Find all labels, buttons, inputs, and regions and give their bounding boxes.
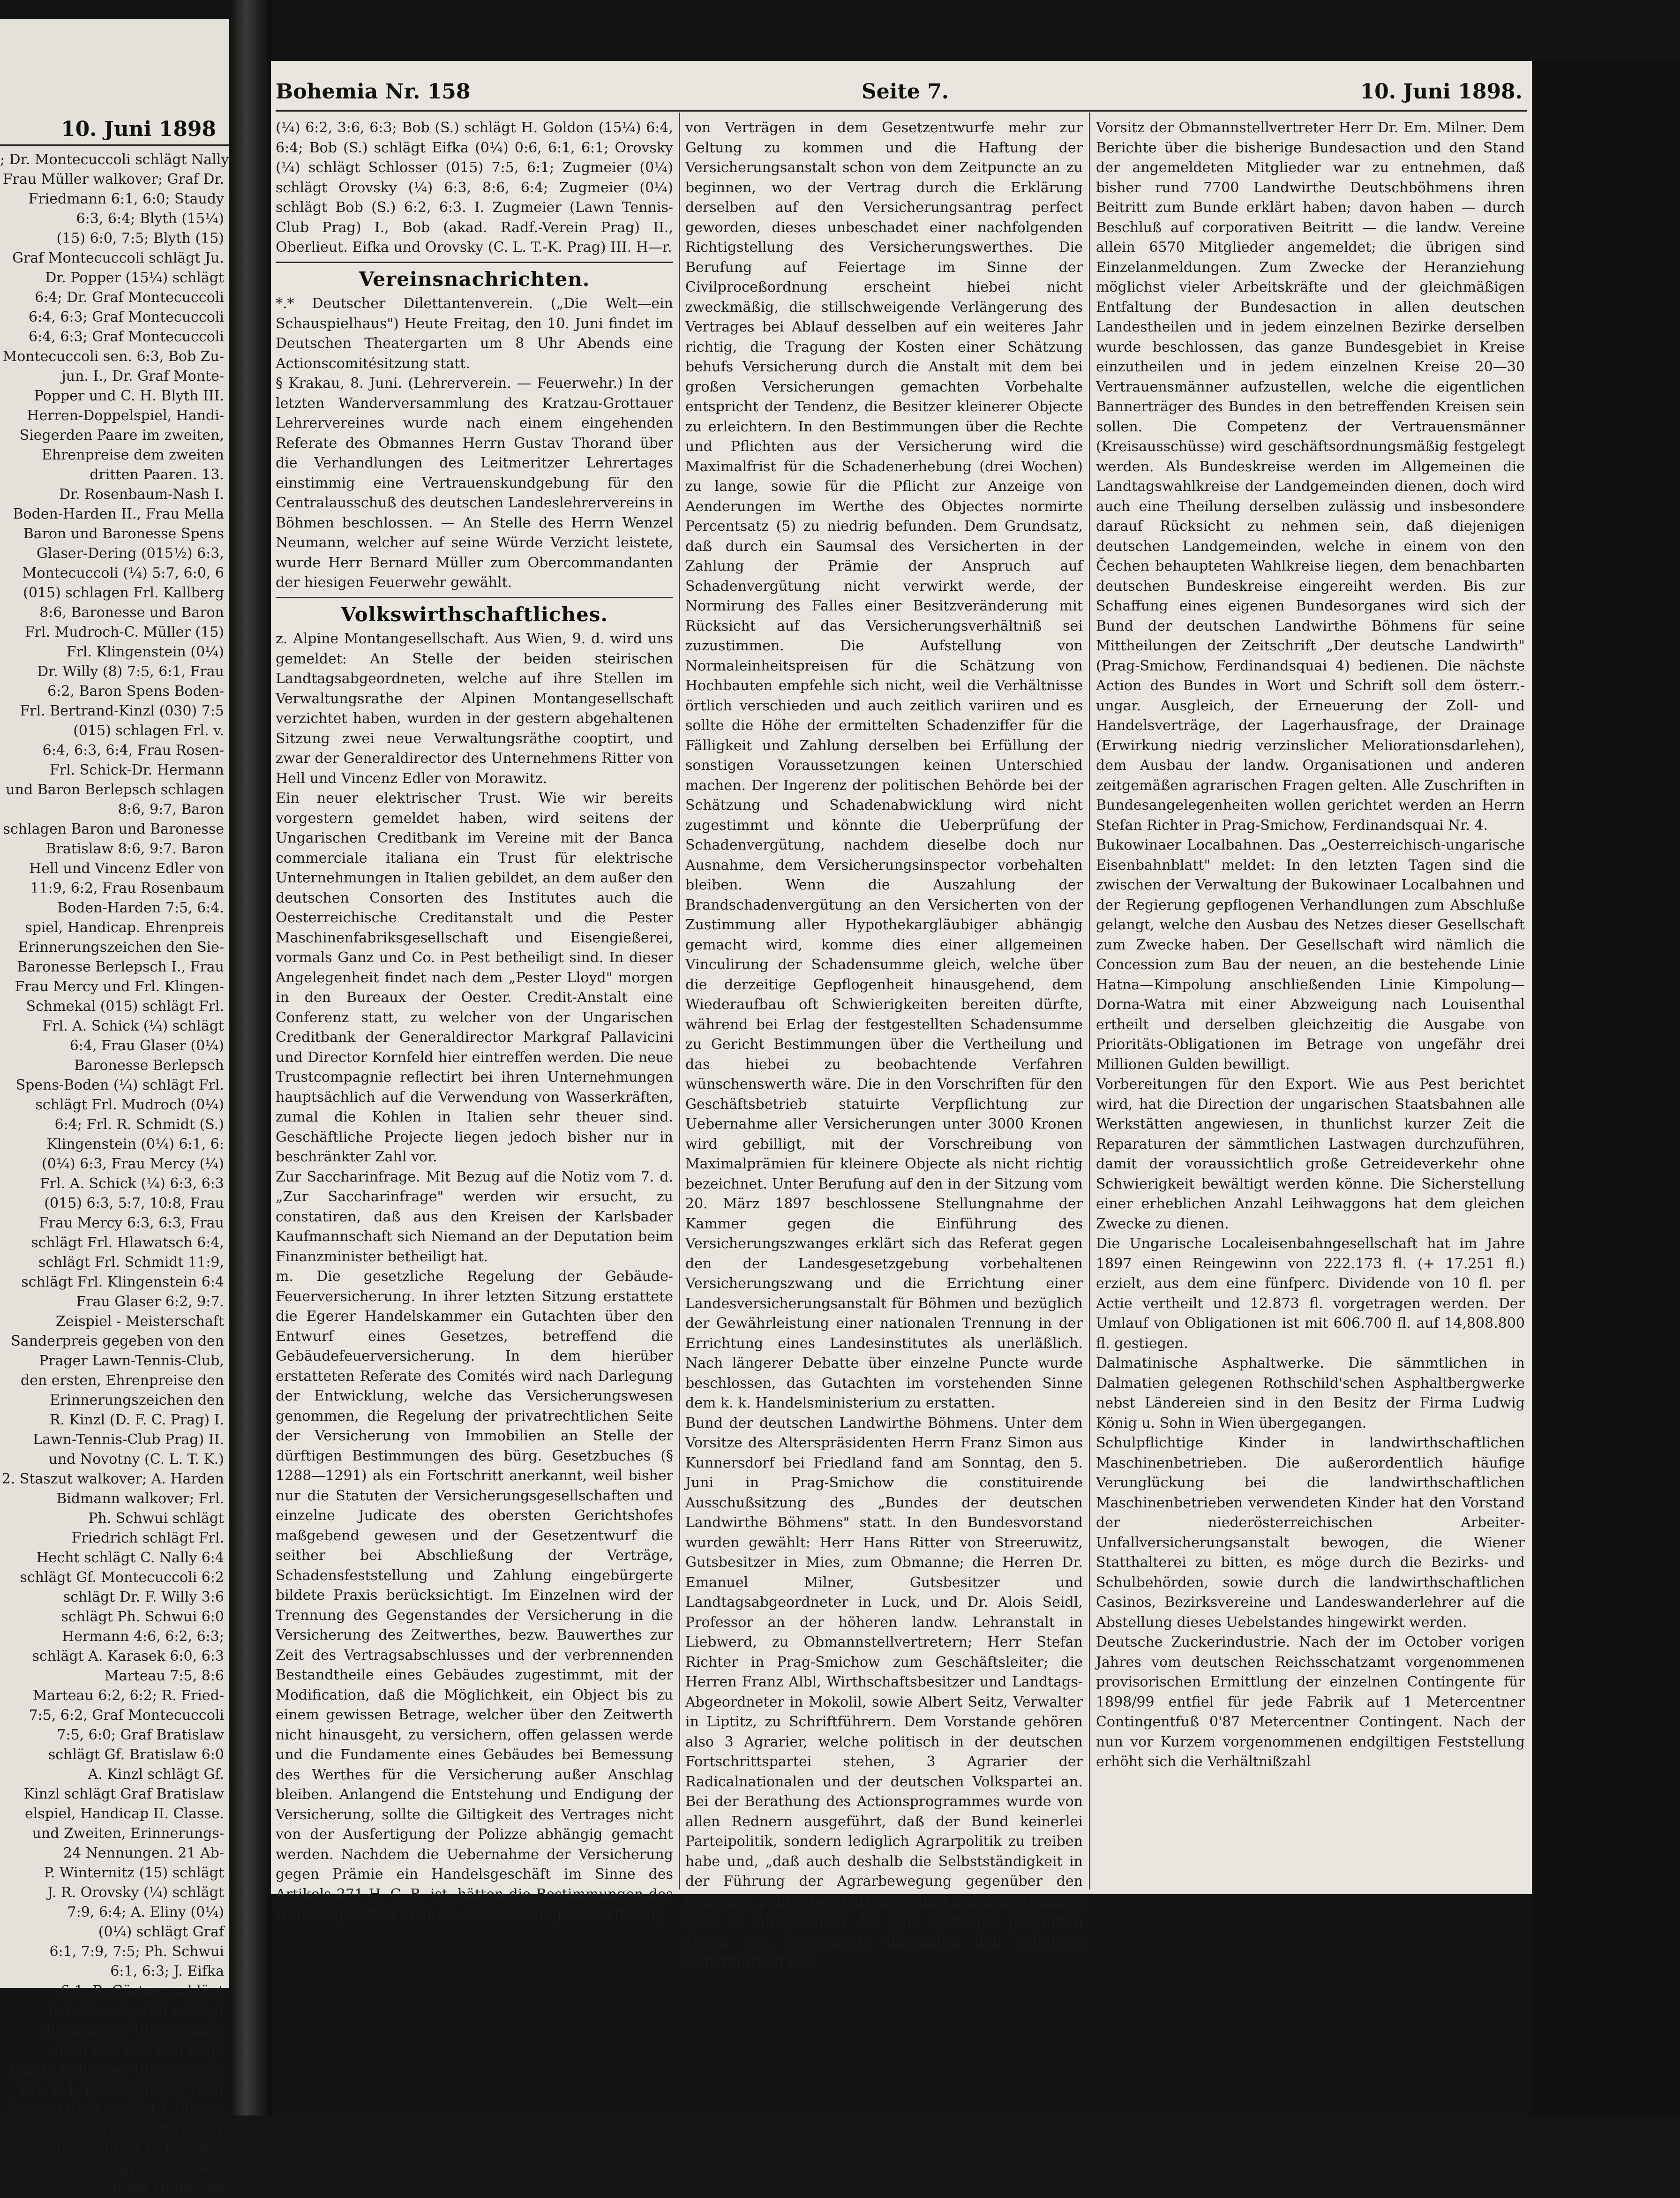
left-page-line: Bidmann walkover; Frl. [56,1490,224,1507]
article-alpine-montangesellschaft: z. Alpine Montangesellschaft. Aus Wien, 9. d. wird uns gemeldet: An Stelle der beiden steirischen Landtagsabgeordneten, welche auf ihre Stellen im Verwaltungsrathe der Alpinen Montangesellschaft verzichtet haben, wurden in der gestern abgehaltenen Sitzung zwei neue Verwaltungsräthe cooptirt, und zwar der Generaldirector des Unternehmens Ritter von Hell und Vincenz Edler von Morawitz. [276,631,673,787]
article-elektrischer-trust: Ein neuer elektrischer Trust. Wie wir bereits vorgestern gemeldet haben, wird seitens der Ungarischen Creditbank im Vereine mit der Banca commerciale italiana ein Trust für elektrische Unternehmungen in Italien gebildet, an dem außer den deutschen Consorten des Institutes auch die Oesterreichische Creditanstalt und die Pester Maschinenfabriksgesellschaft und Eisengießerei, vormals Ganz und Co. in Pest betheiligt sind. In dieser Angelegenheit findet nach dem „Pester Lloyd" morgen in den Bureaux der Oester. Credit-Anstalt eine Conferenz statt, zu welcher von der Ungarischen Creditbank der Generaldirector Markgraf Pallavicini und Director Kornfeld hier eintreffen werden. Die neue Trustcompagnie reflectirt bei ihren Unternehmungen hauptsächlich auf die Verwendung von Wasserkräften, zumal die Kohlen in Italien sehr theuer sind. Geschäftliche Projecte liegen jedoch bisher nur in beschränkter Zahl vor. [276,790,673,1165]
left-page-line: Hecht schlägt C. Nally 6:4 [36,1550,224,1566]
left-page-line: und Baron Berlepsch schlagen [6,782,224,798]
left-page-line: P. Zugmeier (0¼) schlägt [45,2022,224,2039]
left-page-line: schlagen Baron und Baronesse [3,821,224,837]
article-feuerversicherung-cont: von Verträgen in dem Gesetzentwurfe mehr zur Geltung zu kommen und die Haftung der Versicherungsanstalt schon von dem Zeitpuncte an zu beginnen, wo der Vertrag durch die Erklärung derselben auf den Versicherungsantrag perfect geworden, dieses unbeschadet einer nachfolgenden Richtigstellung des Versicherungswerthes. Die Berufung auf Feiertage im Sinne der Civilproceßordnung erscheint hiebei nicht zweckmäßig, die stillschweigende Verlängerung des Vertrages bei Ablauf desselben auf ein weiteres Jahr richtig, die Tragung der Kosten einer Schätzung behufs Versicherung durch die Anstalt mit dem bei großen Versicherungen gemachten Vorbehalte entspricht der Tendenz, die Besitzer kleinerer Objecte zu erleichtern. In den Bestimmungen über die Rechte und Pflichten aus der Versicherung wird die Maximalfrist für die Schadenerhebung (drei Wochen) zu lange, sowie für die Pflicht zur Anzeige von Aenderungen im Werthe des Objectes normirte Percentsatz (5) zu niedrig befunden. Dem Grundsatz, daß durch ein Saumsal des Versicherten in der Zahlung der Prämie der Anspruch auf Schadenvergütung nicht verwirkt werde, der Normirung des Falles einer Besitzveränderung mit Rücksicht auf das Versicherungsverhältniß sei zuzustimmen. Die Aufstellung von Normaleinheitspreisen für die Schätzung von Hochbauten empfehle sich nicht, weil die Verhältnisse örtlich verschieden und auch zeitlich variiren und es sollte die Höhe der ermittelten Schadenziffer für die Fälligkeit und Zahlung derselben bei Erfüllung der sonstigen Voraussetzungen keinen Unterschied machen. Der Ingerenz der politischen Behörde bei der Schätzung und Schadenabwicklung wird nicht zugestimmt und könnte die Ueberprüfung der Schadenvergütung, nachdem dieselbe doch nur Ausnahme, dem Versicherungsinspector vorbehalten bleiben. Wenn die Auszahlung der Brandschadenvergütung an den Versicherten von der Zustimmung aller Hypothekargläubiger abhängig gemacht wird, komme dies einer allgemeinen Vinculirung der Schadensumme gleich, welche über die derzeitige Gepflogenheit hinausgehend, dem Wiederaufbau oft Schwierigkeiten bereiten dürfte, während bei Erlag der festgestellten Schadensumme zu Gericht Bestimmungen über die Vertheilung und das hiebei zu beobachtende Verfahren wünschenswerth wäre. Die in den Vorschriften für den Geschäftsbetrieb statuirte Verpflichtung zur Uebernahme aller Versicherungen unter 3000 Kronen wird gebilligt, mit der Vorschreibung von Maximalprämien für kleinere Objecte als nicht richtig bezeichnet. Unter Berufung auf den in der Sitzung vom 20. März 1897 beschlossene Stellungnahme der Kammer gegen die Einführung des Versicherungszwanges erklärt sich das Referat gegen den der Landesgesetzgebung vorbehaltenen Versicherungszwang und die Errichtung einer Landesversicherungsanstalt für Böhmen und bezüglich der Gewährleistung einer nationalen Trennung in der Errichtung eines Landesinstitutes als unerläßlich. Nach längerer Debatte über einzelne Puncte wurde beschlossen, das Gutachten im vorstehenden Sinne dem k. k. Handelsministerium zu erstatten. [685,120,1083,1411]
left-page-line: jun. I., Dr. Graf Monte- [61,368,224,384]
left-page-line: 24 Nennungen. 21 Ab- [63,1845,224,1861]
left-page-line: Spens-Boden (¼) schlägt Frl. [15,1077,224,1093]
left-page-line: J. R. Orovsky (¼) schlägt [47,1884,224,1901]
section-rule [276,262,673,263]
left-page-line: Sanderpreis gegeben von den [11,1333,224,1349]
left-page-line: Baronesse Berlepsch [74,1057,224,1074]
left-page-line: Dr. Willy (8) 7:5, 6:1, Frau [37,663,224,680]
left-page-line: schlägt Hoffmann [97,2180,224,2196]
left-page-line: Schwui (0¼) schlägt J. Dlouhy [9,2101,224,2117]
heading-volkswirthschaftliches: Volkswirthschaftliches. [340,602,608,626]
left-page-line: und Novotny (C. L. T. K.) [48,1451,224,1468]
left-page-line: 11:9, 6:2, Frau Rosenbaum [30,880,224,896]
article-schulpflichtige-kinder: Schulpflichtige Kinder in landwirthschaftlichen Maschinenbetrieben. Die außerordentlich häufige Verunglückung bei die landwirthschaftlichen Maschinenbetrieben verwendeten Kinder hat den Vorstand der niederösterreichischen Arbeiter-Unfallversicherungsanstalt bewogen, die Wiener Statthalterei zu bitten, es möge durch die Bezirks- und Schulbehörden, sowie durch die landwirthschaftlichen Casinos, Bezirksvereine und Landeswanderlehrer auf die Abstellung dieses Uebelstandes hingewirkt werden. [1096,1435,1525,1631]
left-page-line: Boden-Harden II., Frau Mella [13,506,224,522]
left-page-line: Frau Mercy 6:3, 6:3, Frau [38,1215,224,1231]
left-page-line: (015) schlagen Frl. v. [73,723,224,739]
sport-results-tail: (¼) 6:2, 3:6, 6:3; Bob (S.) schlägt H. Goldon (15¼) 6:4, 6:4; Bob (S.) schlägt Eifka (0¼) 0:6, 6:1, 6:1; Orovsky (¼) schlägt Schlosser (015) 7:5, 6:1; Zugmeier (0¼) schlägt Orovsky (¼) 6:3, 8:6, 6:4; Zugmeier (0¼) schlägt Bob (S.) 6:2, 6:3. I. Zugmeier (Lawn Tennis-Club Prag) I., Bob (akad. Radf.-Verein Prag) II., Oberlieut. Eifka und Orovsky (C. L. T.-K. Prag) III. H—r. [276,120,673,256]
left-page-line: Ehrenpreise dem zweiten [41,447,224,463]
left-page-column [0,150,229,2198]
article-zuckerindustrie: Deutsche Zuckerindustrie. Nach der im October vorigen Jahres vom deutschen Reichsschatzamt vorgenommenen provisorischen Ermittlung der einzelnen Contingente für 1898/99 entfiel für jede Fabrik auf 1 Metercentner Contingentfuß 0'87 Metercentner Contingent. Nach der nun vor Kurzem vorgenommenen endgiltigen Feststellung erhöht sich die Verhältnißzahl [1096,1634,1525,1770]
left-page-line: 8:6, 9:7, Baron [118,801,224,818]
left-page-line: 7:5, 6:0; Graf Bratislaw [57,1727,224,1743]
left-page-line: Zeispiel - Meisterschaft [55,1313,224,1330]
left-page-line: 7:9, 6:4; A. Eliny (0¼) [67,1904,224,1920]
left-page-line: Friedrich schlägt Frl. [71,1530,224,1546]
left-page-line: schlägt Gf. Montecuccoli 6:2 [20,1569,224,1586]
book-gutter [229,0,271,2115]
column-1 [276,118,673,1925]
left-page-line: (0¼) 6:3, 6:2; Bob Zuge [54,2042,224,2058]
left-page-line: schlägt Frl. Hlawatsch 6:4, [31,1234,224,1251]
left-page-line: 6:1, 6:1; Bob Zugmeier (0¼) [21,2081,224,2098]
scanner-edge [1532,61,1680,2115]
left-page-line: Kinzl schlägt Graf Bratislaw [23,1786,224,1802]
left-page-line: 6:2; O. Schlosser (0¼) schlägt [9,2062,224,2078]
left-page-line: (0¼) schlägt Ph. Schwui [50,2160,224,2176]
left-page-line: 6:1, 7:9, 7:5; Ph. Schwui [49,1943,224,1960]
left-page-line: Erinnerungszeichen den Sie- [18,939,224,956]
left-page-line: schlägt Frl. Schmidt 11:9, [38,1254,224,1271]
article-bund-landwirthe: Bund der deutschen Landwirthe Böhmens. Unter dem Vorsitze des Alterspräsidenten Herrn Franz Simon aus Kunnersdorf bei Friedland fand am Sonntag, den 5. Juni in Prag-Smichow die constituirende Ausschußsitzung des „Bundes der deutschen Landwirthe Böhmens" statt. In den Bundesvorstand wurden gewählt: Herr Hans Ritter von Streeruwitz, Gutsbesitzer in Mies, zum Obmanne; die Herren Dr. Emanuel Milner, Gutsbesitzer und Landtagsabgeordneter in Luck, und Dr. Alois Seidl, Professor an der höheren landw. Lehranstalt in Liebwerd, zu Obmannstellvertretern; Herr Stefan Richter in Prag-Smichow zum Geschäftsleiter; die Herren Franz Albl, Wirthschaftsbesitzer und Landtags-Abgeordneter in Mokolil, sowie Albert Seitz, Verwalter in Liptitz, zu Schriftführern. Dem Vorstande gehören also 3 Agrarier, welche politisch in der deutschen Fortschrittspartei stehen, 3 Agrarier der Radicalnationalen und der deutschen Volkspartei an. Bei der Berathung des Actionsprogrammes wurde von allen Rednern ausgeführt, daß der Bund keinerlei Parteipolitik, sondern lediglich Agrarpolitik zu treiben habe und, „daß auch deshalb die Selbstständigkeit in der Führung der Agrarbewegung gegenüber den einzelnen politischen Parteien zum Ausdrucke kommen soll." In Abwesenheit des zum Obmanne gewählten Herrn von Streeruwitz übernahm den erfolgten Constituirung den [685,1415,1083,1969]
left-page-line: elspiel, Handicap II. Classe. [25,1806,224,1822]
left-page-line: Marteau 7:5, 8:6 [104,1668,224,1684]
left-page-line: Frl. Mudroch-C. Müller (15) [24,624,224,640]
left-page-line: (015) schlagen Frl. Kallberg [23,585,224,601]
article-dilettantenverein: *.* Deutscher Dilettantenverein. („Die Welt—ein Schauspielhaus") Heute Freitag, den 10. Juni findet im Deutschen Theatergarten um 8 Uhr Abends eine Actionscomitésitzung statt. [276,295,673,372]
article-bund-landwirthe-cont: Vorsitz der Obmannstellvertreter Herr Dr. Em. Milner. Dem Berichte über die bisherige Bundesaction und den Stand der angemeldeten Mitglieder war zu entnehmen, daß bisher rund 7700 Landwirthe Deutschböhmens ihren Beitritt zum Bunde erklärt haben; davon haben — durch Beschluß auf corporativen Beitritt — die landw. Vereine allein 6570 Mitglieder angemeldet; die übrigen sind Einzelanmeldungen. Zum Zwecke der Heranziehung möglichst vieler Arbeitskräfte und der gleichmäßigen Entfaltung der Bundesaction in allen deutschen Landestheilen und in jedem einzelnen Bezirke derselben wurde beschlossen, das ganze Bundesgebiet in Kreise einzutheilen und in jedem einzelnen Kreise 20—30 Vertrauensmänner aufzustellen, welche die eigentlichen Bannerträger des Bundes in den betreffenden Kreisen sein sollen. Die Competenz der Vertrauensmänner (Kreisausschüsse) wird geschäftsordnungsmäßig festgelegt werden. Als Bundeskreise werden im Allgemeinen die Landtagswahlkreise der Landgemeinden dienen, doch wird auch eine Theilung derselben zulässig und insbesondere darauf Rücksicht zu nehmen sein, daß diejenigen deutschen Landgemeinden, welche in einem von den Čechen behaupteten Wahlkreise liegen, dem benachbarten deutschen Bundeskreise eingereiht werden. Bis zur Schaffung eines eigenen Bundesorganes wird sich der Bund der deutschen Landwirthe Böhmens für seine Mittheilungen der Zeitschrift „Der deutsche Landwirth" (Prag-Smichow, Ferdinandsquai 4) bedienen. Die nächste Action des Bundes in Wort und Schrift soll dem österr.-ungar. Ausgleich, der Erneuerung der Zoll- und Handelsverträge, der Lagerhausfrage, der Drainage (Erwirkung niedrig verzinslicher Meliorationsdarlehen), dem Ausbau der landw. Organisationen und anderen zeitgemäßen agrarischen Fragen gelten. Alle Zuschriften in Bundesangelegenheiten wollen gerichtet werden an Herrn Stefan Richter in Prag-Smichow, Ferdinandsquai Nr. 4. [1096,120,1525,834]
column-rule-2 [1089,113,1090,1889]
left-page-line: ; Dr. Montecuccoli schlägt Nally [0,151,229,168]
left-page-line: Boden-Harden 7:5, 6:4. [57,900,224,916]
left-page-line: Frl. A. Schick (¼) schlägt [42,1018,224,1034]
left-page-line: (0¼) 6:3, Frau Mercy (¼) [42,1156,224,1172]
left-page-line: schlägt Gf. Bratislaw 6:0 [48,1746,224,1763]
left-header-rule [0,144,229,146]
left-page-line: Herren-Doppelspiel, Handi- [27,407,224,424]
left-page-line: 7:5, 6:2, Graf Montecuccoli [29,1707,224,1724]
left-page-line: Frl. Schick-Dr. Hermann [49,762,224,778]
left-page-line: Hell und Vincenz Edler von [29,860,224,877]
left-page-line: schlägt Frl. Mudroch (0¼) [35,1097,224,1113]
left-page-line: 6:2, Baron Spens Boden- [47,683,224,700]
left-page-line: Prager Lawn-Tennis-Club, [39,1353,224,1369]
left-page-line: 6:4; Frl. R. Schmidt (S.) [54,1116,224,1133]
column-2 [685,118,1083,1972]
left-page-date: 10. Juni 1898 [61,117,217,141]
page-header [271,61,1532,113]
left-page-line: 6:1, 6:3; J. Eifka [110,1963,224,1980]
left-page-line: 6:4, Frau Glaser (0¼) [69,1038,224,1054]
left-page-line: Frl. Klingenstein (0¼) [66,644,224,660]
left-page-line: dritten Paaren. 13. [90,467,224,483]
left-page-line: R. Kinzl (D. F. C. Prag) I. [49,1412,224,1428]
left-page-line: 6:4, 6:3, 6:4, Frau Rosen- [42,742,224,759]
article-bukowinaer-localbahnen: Bukowinaer Localbahnen. Das „Oesterreichisch-ungarische Eisenbahnblatt" meldet: In den letzten Tagen sind die zwischen der Verwaltung der Bukowinaer Localbahnen und der Regierung gepflogenen Verhandlungen zum Abschluße gelangt, welche den Ausbau des Netzes dieser Gesellschaft zum Zwecke haben. Der Gesellschaft wird nämlich die Concession zum Bau der neuen, an die bestehende Linie Hatna—Kimpolung anschließenden Linie Kimpolung—Dorna-Watra mit einer Abzweigung nach Louisenthal ertheilt und derselben gleichzeitig die Ausgabe von Prioritäts-Obligationen im Betrage von ungefähr drei Millionen Gulden bewilligt. [1096,837,1525,1073]
article-asphaltwerke: Dalmatinische Asphaltwerke. Die sämmtlichen in Dalmatien gelegenen Rothschild'schen Asphaltbergwerke nebst Ländereien sind in den Besitz der Firma Ludwig König u. Sohn in Wien übergegangen. [1096,1355,1525,1431]
left-page-line: Friedmann 6:1, 6:0; Staudy [28,191,224,207]
left-page-line: Frau Mercy und Frl. Klingen- [15,979,224,995]
left-page-line: schlägt Ph. Schwui 6:0 [61,1609,224,1625]
left-page [0,19,229,2196]
left-page-line: Bratislaw 8:6, 9:7. Baron [45,841,224,857]
left-page-line: Eifka (0¼) schlägt Dlouhy [38,2121,224,2137]
paper-name: Bohemia Nr. 158 [276,80,471,104]
article-feuerversicherung: m. Die gesetzliche Regelung der Gebäude-Feuerversicherung. In ihrer letzten Sitzung erstattete die Egerer Handelskammer ein Gutachten über den Entwurf eines Gesetzes, betreffend die Gebäudefeuerversicherung. In dem hierüber erstatteten Referate des Comités wird nach Darlegung der Entwicklung, welche das Versicherungswesen genommen, die Regelung der privatrechtlichen Seite der Versicherung von Immobilien an Stelle der dürftigen Bestimmungen des bürg. Gesetzbuches (§ 1288—1291) als ein Fortschritt anerkannt, weil bisher nur die Statuten der Versicherungsgesellschaften und einzelne Judicate des obersten Gerichtshofes maßgebend gewesen und der Gesetzentwurf die seither bei Abschließung der Verträge, Schadensfeststellung und Zahlung eingebürgerte bildete Praxis berücksichtigt. Im Einzelnen wird der Trennung des Gegenstandes der Versicherung in die Versicherung des Zeitwerthes, bezw. Bauwerthes zur Zeit des Vertragsabschlusses und der verbrennenden Bestandtheile eines Gebäudes zugestimmt, mit der Modification, daß die Möglichkeit, ein Object bis zu einem gewissen Betrage, welcher über den Zeitwerth nicht hinausgeht, zu versichern, offen gelassen werde und die Fundamente eines Gebäudes bei Bemessung des Werthes für die Versicherung außer Anschlag bleiben. Anlangend die Entstehung und Endigung der Versicherung, sollte die Giltigkeit des Vertrages nicht von der Ausfertigung der Polizze abhängig gemacht werden. Nachdem die Uebernahme der Versicherung gegen Prämie ein Handelsgeschäft im Sinne des Artikels 271 H.-G.-B. ist, hätten die Bestimmungen des Handelsgesetzes über die Abschließung und Erfüllung [276,1268,673,1922]
left-page-line: 8:6, Baronesse und Baron [39,604,224,621]
left-page-line: Siegerden Paare im zweiten, [19,427,224,444]
left-page-line: A. Kinzl schlägt Gf. [88,1766,224,1783]
left-page-line: Popper und C. H. Blyth III. [34,388,224,404]
left-page-line: 6:1; B. Gärtner schlägt [60,1983,224,1999]
left-page-line: Erinnerungszeichen den [50,1392,224,1408]
left-page-line: Hermann 4:6, 6:2, 6:3; [62,1628,224,1645]
article-krakau: § Krakau, 8. Juni. (Lehrerverein. — Feuerwehr.) In der letzten Wanderversammlung des Kratzau-Grottauer Lehrervereines wurde nach einem eingehenden Referate des Obmannes Herrn Gustav Thorand über die Verhandlungen des Leitmeritzer Lehrertages einstimmig eine Vertrauenskundgebung für den Centralausschuß des deutschen Landeslehrervereins in Böhmen beschlossen. — An Stelle des Herrn Wenzel Neumann, welcher auf seine Würde Verzicht leistete, wurde Herr Bernard Müller zum Obercommandanten der hiesigen Feuerwehr gewählt. [276,375,673,591]
left-page-line: und Zweiten, Erinnerungs- [32,1825,224,1842]
left-page-line: Schmekal (015) schlägt Frl. [26,998,224,1015]
left-page-line: 2. Staszut walkover; A. Harden [1,1471,224,1487]
left-page-line: Baronesse Berlepsch I., Frau [16,959,224,975]
left-page-line: schlägt A. Karasek 6:0, 6:3 [32,1648,224,1664]
left-page-line: (015) 6:3, 5:7, 10:8, Frau [44,1195,224,1212]
left-page-line: Glaser-Dering (015½) 6:3, [37,545,224,562]
left-page-line: (0¼) schlägt C. Brunner [51,2140,224,2157]
left-page-line: 6:4, 6:3; Graf Montecuccoli [29,309,224,325]
left-page-line: P. Winternitz (15) schlägt [44,1865,224,1881]
left-page-line: Baron und Baronesse Spens [23,526,224,542]
left-page-line: Dr. Popper (15¼) schlägt [45,270,224,286]
left-page-line: schlägt Dr. F. Willy 3:6 [63,1589,224,1605]
left-page-line: Marteau 6:2, 6:2; R. Fried- [32,1687,224,1704]
right-page [271,61,1532,1969]
article-export: Vorbereitungen für den Export. Wie aus Pest berichtet wird, hat die Direction der ungarischen Staatsbahnen alle Werkstätten angewiesen, in thunlichst kurzer Zeit die Reparaturen der sämmtlichen Lastwagen durchzuführen, damit der voraussichtlich große Getreideverkehr ohne Schwierigkeit bewältigt werden könne. Die Sicherstellung einer erheblichen Anzahl Leihwaggons hat dem gleichen Zwecke zu dienen. [1096,1076,1525,1232]
left-page-line: (15) 6:0, 7:5; Blyth (15) [56,230,224,247]
header-rule [276,110,1527,112]
page-number: Seite 7. [862,80,949,104]
left-page-line: Frau Glaser 6:2, 9:7. [76,1294,224,1310]
left-page-line: Frl. A. Schick (¼) 6:3, 6:3 [39,1175,224,1192]
left-page-line: Ph. Schwui schlägt [88,1510,224,1527]
left-page-line: Klingenstein (0¼) 6:1, 6: [46,1136,224,1152]
left-page-line: Graf Montecuccoli schlägt Ju. [12,250,224,266]
left-page-line: Frau Müller walkover; Graf Dr. [2,171,224,188]
left-page-line: den ersten, Ehrenpreise den [20,1372,224,1389]
column-rule-1 [679,113,680,1889]
left-page-line: Frl. Bertrand-Kinzl (030) 7:5 [20,703,224,719]
left-page-line: Dr. Rosenbaum-Nash I. [59,486,224,503]
left-page-line: spiel, Handicap. Ehrenpreis [25,919,224,936]
heading-vereinsnachrichten: Vereinsnachrichten. [359,267,590,291]
left-page-line: Montecuccoli (¼) 5:7, 6:0, 6 [22,565,224,581]
column-3 [1096,118,1525,1772]
left-page-line: 6:4; Dr. Graf Montecuccoli [35,289,224,306]
left-page-line: 6:1; Orovsky (¼) schlägt [48,2002,224,2019]
left-page-line: 6:4, 6:3; Graf Montecuccoli [29,329,224,345]
issue-date: 10. Juni 1898. [1360,80,1522,104]
left-page-line: (0¼) schlägt Graf [98,1924,224,1940]
section-rule [276,597,673,598]
left-page-line: schlägt Frl. Klingenstein 6:4 [21,1274,224,1290]
article-saccharinfrage: Zur Saccharinfrage. Mit Bezug auf die Notiz vom 7. d. „Zur Saccharinfrage" werden wir ersucht, zu constatiren, daß aus den Kreisen der Karlsbader Kaufmannschaft sich Niemand an der Deputation beim Finanzminister betheiligt hat. [276,1168,673,1265]
left-page-line: Lawn-Tennis-Club Prag) II. [33,1431,224,1448]
left-page-line: 6:3, 6:4; Blyth (15¼) [76,211,224,227]
left-page-line: Montecuccoli sen. 6:3, Bob Zu- [2,348,224,365]
article-localeisenbahn: Die Ungarische Localeisenbahngesellschaft hat im Jahre 1897 einen Reingewinn von 222.173 fl. (+ 17.251 fl.) erzielt, aus dem eine fünfperc. Dividende von 10 fl. per Actie vertheilt und 12.873 fl. vorgetragen werden. Der Umlauf von Obligationen ist mit 606.700 fl. auf 14,808.800 fl. gestiegen. [1096,1235,1525,1352]
